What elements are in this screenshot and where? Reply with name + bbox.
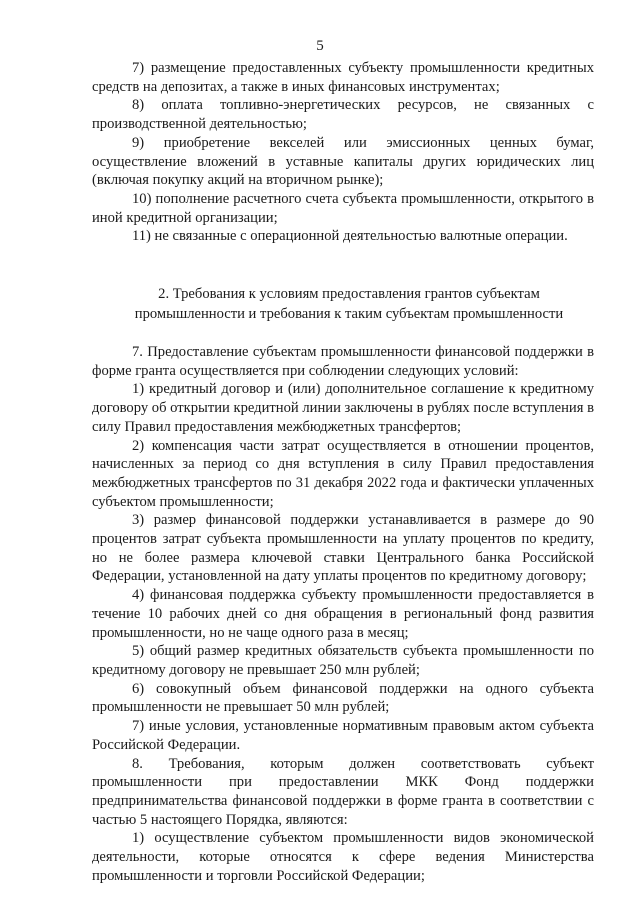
list-item: 1) осуществление субъектом промышленности видов экономической деятельности, которые относятся к сфере ведения Министерства промышленности и торговли Российской Федерации; (92, 830, 594, 884)
section-title-line: промышленности и требования к таким субъектам промышленности (134, 306, 564, 323)
clause-intro: 7. Предоставление субъектам промышленности финансовой поддержки в форме гранта осуществляется при соблюдении следующих условий: (92, 344, 594, 379)
list-item: 6) совокупный объем финансовой поддержки на одного субъекта промышленности не превышает 50 млн рублей; (92, 680, 594, 716)
page-number: 5 (316, 38, 324, 54)
list-item: 3) размер финансовой поддержки устанавливается в размере до 90 процентов затрат субъекта промышленности на уплату процентов по кредиту, но не более размера ключевой ставки Центрального банка Российской Федерации, установленной на дату уплаты процентов по кредитному договору; (92, 512, 594, 585)
spacer (92, 324, 594, 343)
section-title (92, 284, 594, 324)
list-item: 5) общий размер кредитных обязательств субъекта промышленности по кредитному договору не превышает 250 млн рублей; (92, 643, 594, 678)
spacer (92, 246, 594, 284)
list-item: 7) иные условия, установленные нормативным правовым актом субъекта Российской Федерации. (92, 718, 594, 753)
clause-intro: 8. Требования, которым должен соответствовать субъект промышленности при предоставлении МКК Фонд поддержки предпринимательства финансовой поддержки в форме гранта в соответствии с частью 5 настоящего Порядка, являются: (92, 755, 594, 828)
list-item: 9) приобретение векселей или эмиссионных ценных бумаг, осуществление вложений в уставные капиталы других юридических лиц (включая покупку акций на вторичном рынке); (92, 134, 594, 189)
document-body (92, 59, 594, 885)
list-item: 7) размещение предоставленных субъекту промышленности кредитных средств на депозитах, а также в иных финансовых инструментах; (92, 60, 594, 95)
list-item: 1) кредитный договор и (или) дополнительное соглашение к кредитному договору об открытии кредитной линии заключены в рублях после вступления в силу Правил предоставления межбюджетных трансфертов; (92, 381, 594, 435)
list-item: 8) оплата топливно-энергетических ресурсов, не связанных с производственной деятельностью; (92, 97, 594, 133)
list-item: 2) компенсация части затрат осуществляется в отношении процентов, начисленных за период со дня вступления в силу Правил предоставления межбюджетных трансфертов по 31 декабря 2022 года и фактически уплаченных субъектом промышленности; (92, 437, 594, 510)
list-item: 10) пополнение расчетного счета субъекта промышленности, открытого в иной кредитной организации; (92, 190, 594, 226)
section-title-line: 2. Требования к условиям предоставления грантов субъектам (158, 286, 540, 303)
list-item: 11) не связанные с операционной деятельностью валютные операции. (132, 228, 568, 245)
list-item: 4) финансовая поддержка субъекту промышленности предоставляется в течение 10 рабочих дней со дня обращения в региональный фонд развития промышленности, но не чаще одного раза в месяц; (92, 587, 594, 641)
